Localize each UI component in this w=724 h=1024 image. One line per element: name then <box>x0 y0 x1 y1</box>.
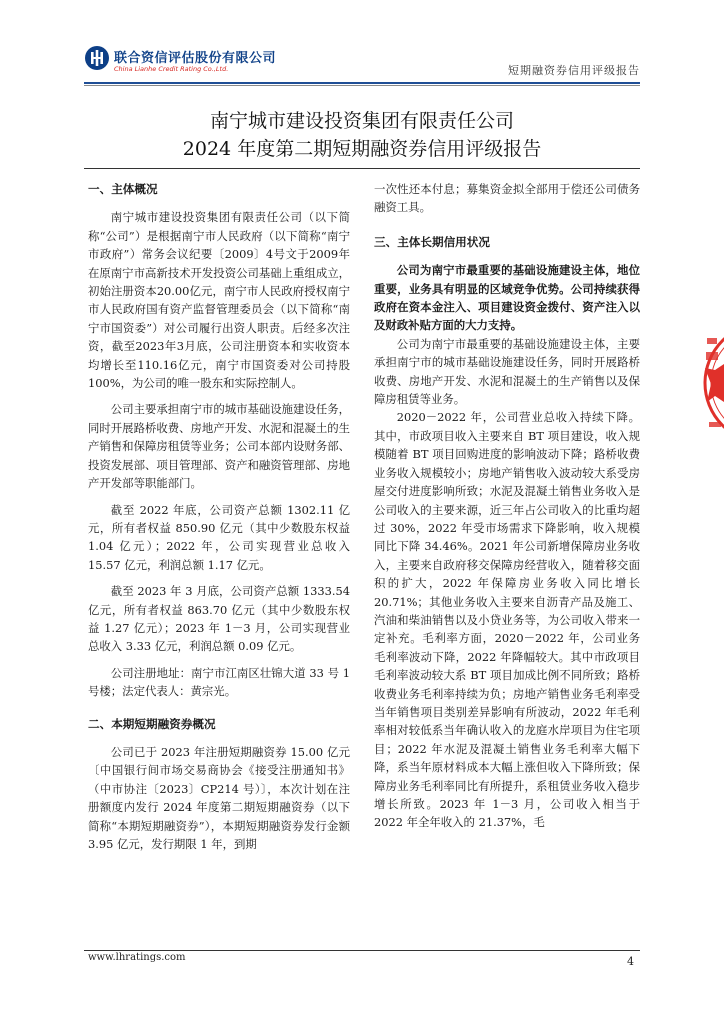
header-divider <box>84 82 640 84</box>
report-title-line1: 南宁城市建设投资集团有限责任公司 <box>209 110 514 132</box>
key-finding-paragraph: 公司为南宁市最重要的基础设施建设主体，地位重要，业务具有明显的区域竞争优势。公司持续获得政府在资本金注入、项目建设资金拨付、资产注入以及财政补贴方面的大力支持。 <box>374 263 640 333</box>
report-title-line2: 2024 年度第二期短期融资券信用评级报告 <box>182 138 542 160</box>
section-heading-notes-overview: 二、本期短期融资券概况 <box>88 716 216 731</box>
footer-divider <box>84 950 640 951</box>
company-name-en: China Lianhe Credit Rating Co.,Ltd. <box>114 65 229 73</box>
footer-website-link[interactable]: www.lhratings.com <box>88 952 186 963</box>
red-seal-icon <box>703 318 724 448</box>
paragraph-continued: 一次性还本付息；募集资金拟全部用于偿还公司债务融资工具。 <box>374 182 640 215</box>
paragraph: 截至 2023 年 3 月底，公司资产总额 1333.54 亿元，所有者权益 863.70 亿元（其中少数股东权益 1.27 亿元）；2023 年 1－3 月，公司实现营业总收入 3.33 亿元，利润总额 0.09 亿元。 <box>88 584 350 654</box>
section-heading-long-term-credit: 三、主体长期信用状况 <box>374 234 490 249</box>
report-type-label: 短期融资券信用评级报告 <box>508 64 640 77</box>
paragraph: 公司为南宁市最重要的基础设施建设主体，主要承担南宁市的城市基础设施建设任务，同时开展路桥收费、房地产开发、水泥和混凝土的生产销售以及保障房租赁等业务。 <box>374 336 640 407</box>
title-divider <box>84 168 640 169</box>
company-name-cn: 联合资信评估股份有限公司 <box>114 51 277 66</box>
right-column <box>374 180 640 832</box>
paragraph: 公司注册地址：南宁市江南区壮锦大道 33 号 1 号楼；法定代表人：黄宗光。 <box>88 665 350 699</box>
page-header <box>0 0 724 90</box>
header-divider-thin <box>84 85 640 86</box>
paragraph: 公司主要承担南宁市的城市基础设施建设任务，同时开展路桥收费、房地产开发、水泥和混凝土的生产销售和保障房租赁等业务；公司本部内设财务部、投资发展部、项目管理部、资产和融资管理部、房地产开发部等职能部门。 <box>88 402 351 491</box>
paragraph: 2020－2022 年，公司营业总收入持续下降。其中，市政项目收入主要来自 BT 项目建设，收入规模随着 BT 项目回购进度的影响波动下降；路桥收费业务收入规模较小；房地产销售收入波动较大系受房屋交付进度影响所致；水泥及混凝土销售业务收入是公司收入的主要来源，近三年占公司收入的比重均超过 30%，2022 年受市场需求下降影响，收入规模同比下降 34.46%。2021 年公司新增保障房业务收入，主要来自政府移交保障房经营收入，随着移交面积的扩大，2022 年保障房业务收入同比增长 20.71%；其他业务收入主要来自沥青产品及施工、汽油和柴油销售以及小贷业务等，为公司收入带来一定补充。毛利率方面，2020－2022 年，公司业务毛利率波动下降，2022 年降幅较大。其中市政项目毛利率波动较大系 BT 项目加成比例不同所致；路桥收费业务毛利率持续为负；房地产销售业务毛利率受当年销售项目类别差异影响有所波动，2022 年毛利率相对较低系当年确认收入的龙庭水岸项目为住宅项目；2022 年水泥及混凝土销售业务毛利率大幅下降，系当年原材料成本大幅上涨但收入下降所致；保障房业务毛利率同比有所提升，系租赁业务收入稳步增长所致。2023 年 1－3 月，公司收入相当于 2022 年全年收入的 21.37%，毛 <box>374 410 640 830</box>
company-logo-icon <box>84 45 110 71</box>
section-heading-entity-overview: 一、主体概况 <box>88 182 158 196</box>
page-number: 4 <box>627 955 634 968</box>
paragraph: 公司已于 2023 年注册短期融资券 15.00 亿元〔中国银行间市场交易商协会《接受注册通知书》（中市协注〔2023〕CP214 号）〕，本次计划在注册额度内发行 2024 年度第二期短期融资券（以下简称“本期短期融资券”），本期短期融资券发行金额 3.95 亿元，发行期限 1 年，到期 <box>88 744 350 851</box>
paragraph: 南宁城市建设投资集团有限责任公司（以下简称“公司”）是根据南宁市人民政府（以下简称“南宁市政府”）常务会议纪要〔2009〕4号文于2009年在原南宁市高新技术开发投资公司基础上重组成立，初始注册资本20.00亿元，南宁市人民政府授权南宁市人民政府国有资产监督管理委员会（以下简称“南宁市国资委”）对公司履行出资人职责。后经多次注资，截至2023年3月底，公司注册资本和实收资本均增长至110.16亿元，南宁市国资委对公司持股100%，为公司的唯一股东和实际控制人。 <box>88 210 350 391</box>
left-column <box>88 180 350 853</box>
paragraph: 截至 2022 年底，公司资产总额 1302.11 亿元，所有者权益 850.90 亿元（其中少数股东权益 1.04 亿元）；2022 年，公司实现营业总收入 15.57 亿元，利润总额 1.17 亿元。 <box>88 502 350 572</box>
